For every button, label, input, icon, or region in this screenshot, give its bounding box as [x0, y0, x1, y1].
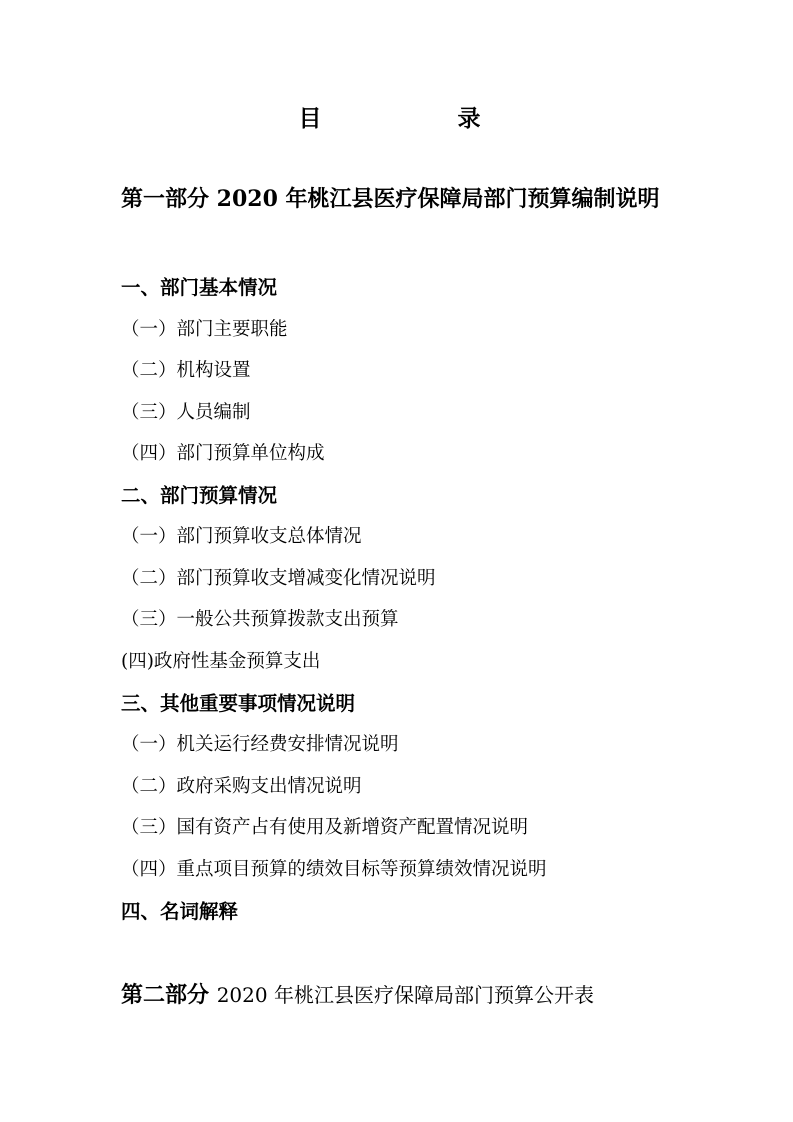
toc-item: （三）国有资产占有使用及新增资产配置情况说明: [121, 817, 529, 838]
toc-item: （二）政府采购支出情况说明: [121, 776, 362, 797]
toc-item: （一）部门预算收支总体情况: [121, 526, 362, 547]
section-heading-4: 四、名词解释: [121, 900, 239, 923]
part1-title: 第一部分 2020 年桃江县医疗保障局部门预算编制说明: [121, 186, 660, 212]
section-heading-2: 二、部门预算情况: [121, 484, 278, 507]
toc-item: （四）重点项目预算的绩效目标等预算绩效情况说明: [121, 859, 547, 880]
section-heading-1: 一、部门基本情况: [121, 276, 278, 299]
toc-item: （四）部门预算单位构成: [121, 443, 325, 464]
part2-title: [121, 978, 594, 1009]
toc-item: （一）机关运行经费安排情况说明: [121, 734, 399, 755]
section-heading-3: 三、其他重要事项情况说明: [121, 692, 356, 715]
toc-item: （三）人员编制: [121, 402, 251, 423]
toc-item: （三）一般公共预算拨款支出预算: [121, 609, 399, 630]
toc-item: (四)政府性基金预算支出: [121, 651, 321, 672]
toc-item: （二）机构设置: [121, 360, 251, 381]
toc-item: （二）部门预算收支增减变化情况说明: [121, 568, 436, 589]
part2-label: 第二部分: [121, 982, 210, 1008]
part2-rest: 2020 年桃江县医疗保障局部门预算公开表: [216, 983, 594, 1007]
toc-title: 目 录: [298, 105, 511, 132]
toc-item: （一）部门主要职能: [121, 319, 288, 340]
